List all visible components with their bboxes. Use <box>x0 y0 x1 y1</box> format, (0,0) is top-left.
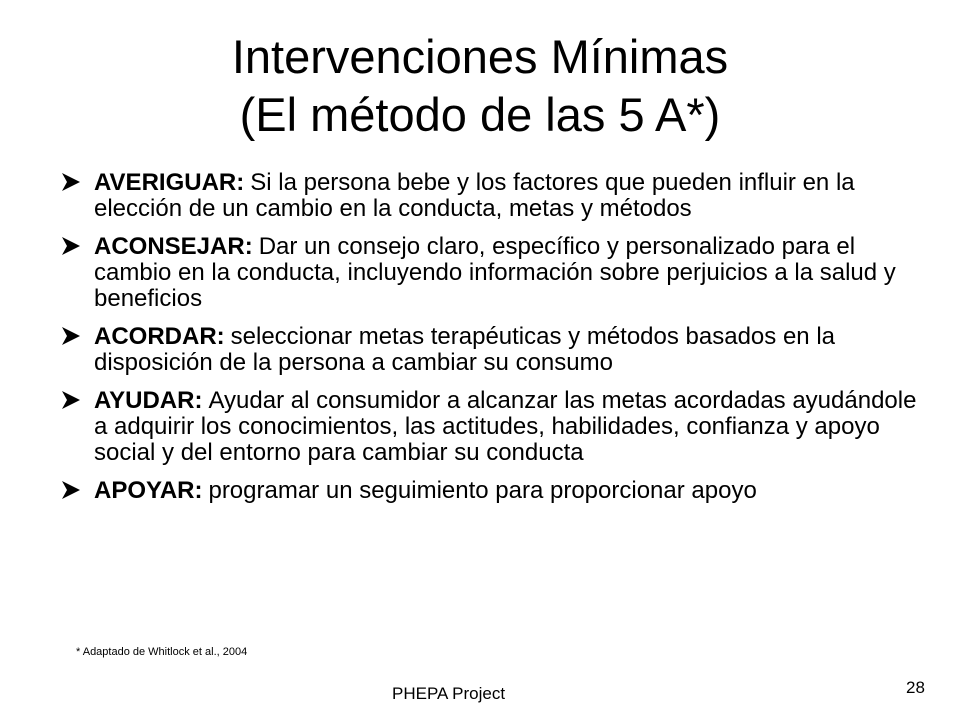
bullet-text: Dar un consejo claro, específico y personalizado para el cambio en la conducta, incluyendo información sobre perjuicios a la salud y beneficios <box>94 233 896 312</box>
arrowhead-bullet-icon <box>60 325 82 347</box>
arrowhead-bullet-icon <box>60 235 82 257</box>
page-number: 28 <box>906 678 925 697</box>
slide-title-line-1: Intervenciones Mínimas <box>231 30 729 83</box>
slide-title <box>0 28 960 144</box>
slide-title-line-2: (El método de las 5 A*) <box>239 88 721 141</box>
footer-project-name: PHEPA Project <box>392 684 506 703</box>
bullet-term: ACORDAR: <box>94 323 225 350</box>
arrowhead-bullet-icon <box>60 389 82 411</box>
bullet-item-averiguar <box>60 170 920 222</box>
bullet-item-ayudar <box>60 388 920 466</box>
bullet-term: AVERIGUAR: <box>94 169 245 196</box>
arrowhead-bullet-icon <box>60 171 82 193</box>
bullet-item-aconsejar <box>60 234 920 312</box>
bullet-term: APOYAR: <box>94 477 203 504</box>
bullet-item-acordar <box>60 324 920 376</box>
bullet-term: ACONSEJAR: <box>94 233 253 260</box>
bullet-text: Si la persona bebe y los factores que pueden influir en la elección de un cambio en la conducta, metas y métodos <box>94 169 855 222</box>
arrowhead-bullet-icon <box>60 479 82 501</box>
bullet-list <box>60 170 920 516</box>
bullet-text: Ayudar al consumidor a alcanzar las metas acordadas ayudándole a adquirir los conocimientos, las actitudes, habilidades, confianza y apoyo social y del entorno para cambiar su conducta <box>94 387 917 466</box>
bullet-item-apoyar <box>60 478 920 504</box>
bullet-text: programar un seguimiento para proporcionar apoyo <box>208 477 757 504</box>
bullet-text: seleccionar metas terapéuticas y métodos basados en la disposición de la persona a cambiar su consumo <box>94 323 835 376</box>
bullet-term: AYUDAR: <box>94 387 203 414</box>
footnote: * Adaptado de Whitlock et al., 2004 <box>76 646 248 658</box>
